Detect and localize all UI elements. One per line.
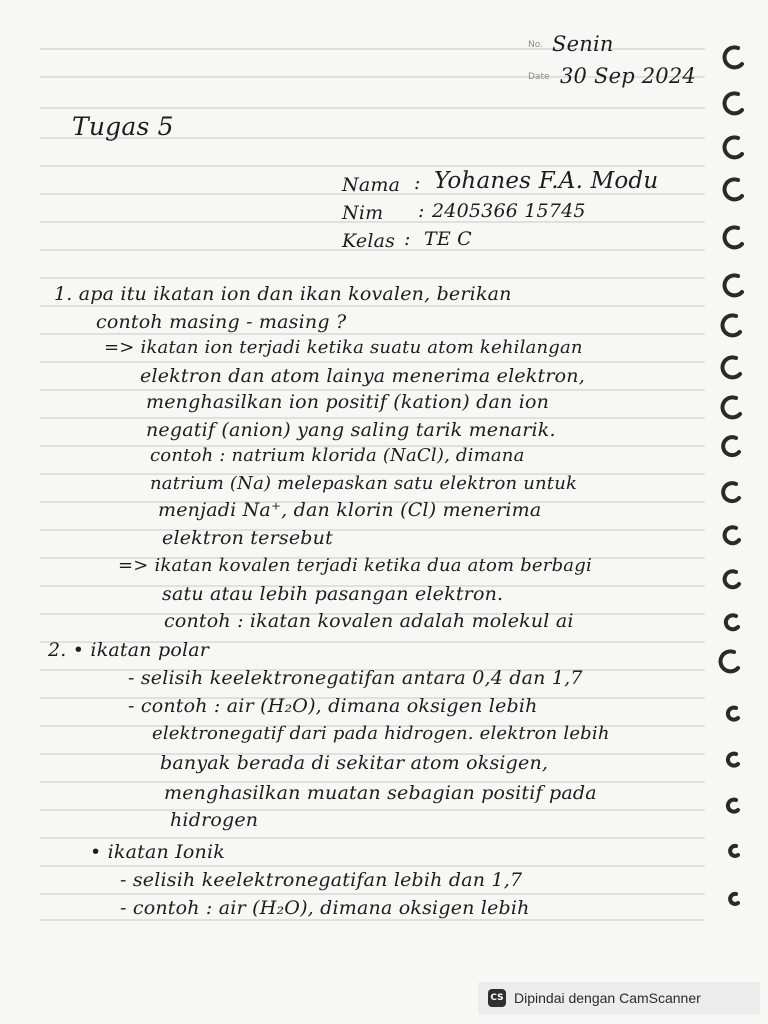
line-20: hidrogen xyxy=(170,809,259,831)
line-22: - selisih keelektronegatifan lebih dan 1,7 xyxy=(120,869,523,891)
spiral-binding xyxy=(712,0,752,1024)
line-17: elektronegatif dari pada hidrogen. elektron lebih xyxy=(152,723,610,744)
camscanner-text: Dipindai dengan CamScanner xyxy=(514,990,701,1006)
line-8: natrium (Na) melepaskan satu elektron untuk xyxy=(150,473,578,494)
line-4: elektron dan atom lainya menerima elektron, xyxy=(140,365,585,387)
nama-value: Yohanes F.A. Modu xyxy=(434,168,659,194)
line-16: - contoh : air (H₂O), dimana oksigen lebih xyxy=(128,695,538,717)
nim-colon: : xyxy=(418,200,425,222)
date-label: Date xyxy=(528,72,550,82)
line-15: - selisih keelektronegatifan antara 0,4 dan 1,7 xyxy=(128,667,583,689)
line-10: elektron tersebut xyxy=(162,527,333,549)
line-11: => ikatan kovalen terjadi ketika dua atom berbagi xyxy=(118,555,592,576)
page-title: Tugas 5 xyxy=(72,112,174,141)
line-19: menghasilkan muatan sebagian positif pada xyxy=(164,782,597,804)
line-7: contoh : natrium klorida (NaCl), dimana xyxy=(150,445,525,466)
line-13: contoh : ikatan kovalen adalah molekul ai xyxy=(164,610,574,632)
camscanner-logo-icon: CS xyxy=(488,989,506,1007)
line-21: • ikatan Ionik xyxy=(90,841,225,863)
nim-value: 2405366 15745 xyxy=(432,200,586,222)
line-2: contoh masing - masing ? xyxy=(96,311,347,333)
kelas-label: Kelas xyxy=(342,230,396,252)
line-14: 2. • ikatan polar xyxy=(48,639,210,661)
nama-label: Nama xyxy=(342,174,401,196)
no-label: No. xyxy=(528,40,543,50)
line-18: banyak berada di sekitar atom oksigen, xyxy=(160,752,549,774)
line-9: menjadi Na⁺, dan klorin (Cl) menerima xyxy=(158,499,542,521)
line-6: negatif (anion) yang saling tarik menarik. xyxy=(146,419,556,441)
line-3: => ikatan ion terjadi ketika suatu atom kehilangan xyxy=(104,337,583,358)
day-value: Senin xyxy=(552,32,614,56)
kelas-colon: : xyxy=(404,228,411,250)
line-1: 1. apa itu ikatan ion dan ikan kovalen, berikan xyxy=(54,283,512,305)
line-5: menghasilkan ion positif (kation) dan ion xyxy=(146,391,550,413)
nama-colon: : xyxy=(414,172,421,194)
line-23: - contoh : air (H₂O), dimana oksigen lebih xyxy=(120,897,530,919)
line-12: satu atau lebih pasangan elektron. xyxy=(162,583,504,605)
date-value: 30 Sep 2024 xyxy=(560,64,696,88)
camscanner-watermark xyxy=(478,982,760,1014)
nim-label: Nim xyxy=(342,202,384,224)
kelas-value: TE C xyxy=(424,228,472,250)
